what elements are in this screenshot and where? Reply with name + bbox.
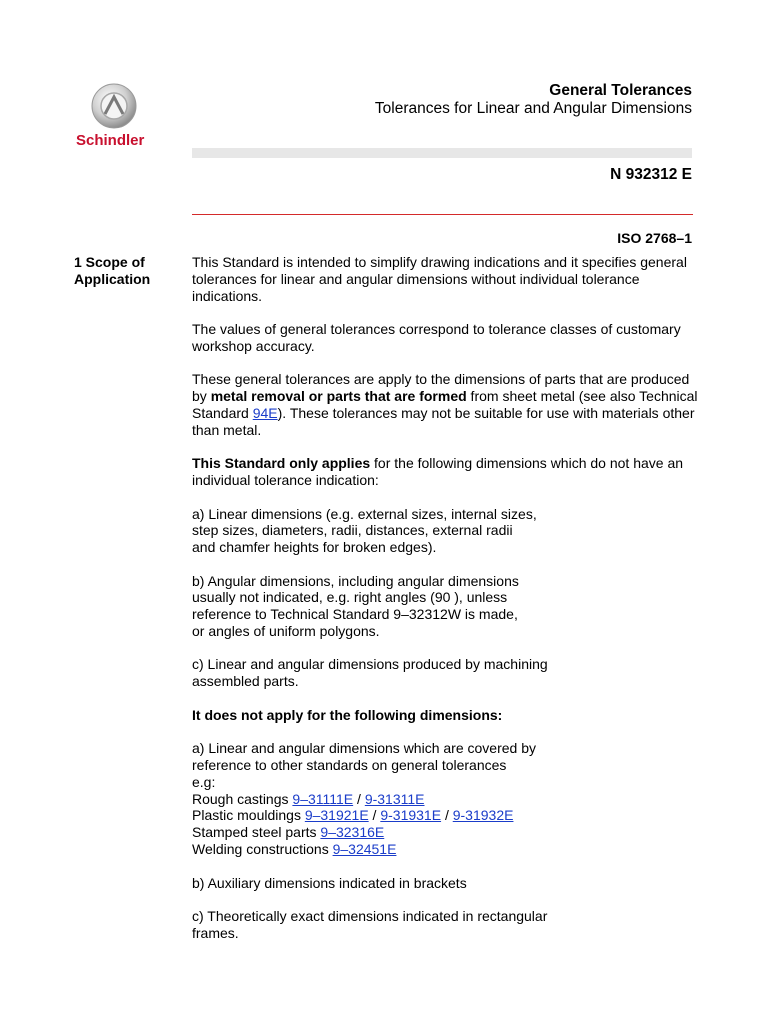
link-9-31932e[interactable]: 9-31932E: [452, 807, 514, 824]
welding-line: Welding constructions 9–32451E: [192, 841, 397, 858]
item-covered-by-other-standards: a) Linear and angular dimensions which are covered by reference to other standards on general tolerances e.g: Rough castings 9–31111E / 9-31311E Plastic mouldings 9–31921E / 9-31931E / 9-31932E Stamped steel parts 9–32316E Welding constructions 9–32451E: [192, 740, 702, 858]
link-9-31921e[interactable]: 9–31921E: [304, 807, 369, 824]
header-divider: [192, 214, 693, 215]
schindler-logo: [72, 82, 158, 152]
section-label-line-2: Application: [74, 271, 151, 287]
link-9-31931e[interactable]: 9-31931E: [380, 807, 442, 824]
section-label: [74, 254, 150, 288]
header-gray-band: [192, 148, 692, 158]
link-9-31311e[interactable]: 9-31311E: [364, 790, 425, 807]
item-linear-dimensions: a) Linear dimensions (e.g. external sizes, internal sizes, step sizes, diameters, radii, distances, external radii and chamfer heights for broken edges).: [192, 505, 537, 556]
rough-castings-line: Rough castings 9–31111E / 9-31311E: [192, 790, 425, 807]
paragraph-intro: This Standard is intended to simplify drawing indications and it specifies general tolerances for linear and angular dimensions without individual tolerance indications.: [192, 254, 687, 304]
item-exact-dimensions: c) Theoretically exact dimensions indicated in rectangular frames.: [192, 907, 548, 941]
link-9-31111e[interactable]: 9–31111E: [292, 790, 354, 807]
item-machined-assemblies: c) Linear and angular dimensions produced by machining assembled parts.: [192, 656, 548, 690]
logo-wordmark: Schindler: [76, 132, 145, 149]
document-subtitle: Tolerances for Linear and Angular Dimensions: [374, 100, 692, 117]
section-content: [192, 254, 702, 958]
iso-reference: ISO 2768–1: [617, 230, 692, 246]
paragraph-only-applies: This Standard only applies for the following dimensions which do not have an individual tolerance indication:: [192, 455, 684, 489]
stamped-steel-line: Stamped steel parts 9–32316E: [192, 824, 385, 841]
link-9-32316e[interactable]: 9–32316E: [320, 824, 385, 841]
item-auxiliary-dimensions: b) Auxiliary dimensions indicated in brackets: [192, 874, 467, 891]
paragraph-tolerance-classes: The values of general tolerances correspond to tolerance classes of customary workshop accuracy.: [192, 321, 681, 354]
heading-not-apply: It does not apply for the following dimensions:: [192, 706, 503, 723]
section-label-line-1: 1 Scope of: [74, 254, 145, 270]
link-94e[interactable]: 94E: [252, 404, 278, 421]
schindler-emblem-icon: [88, 82, 140, 132]
item-angular-dimensions: b) Angular dimensions, including angular dimensions usually not indicated, e.g. right angles (90 ), unless reference to Technical Standard 9–32312W is made, or angles of uniform polygons.: [192, 572, 519, 639]
paragraph-applicability: These general tolerances are apply to the dimensions of parts that are produced by metal removal or parts that are formed from sheet metal (see also Technical Standard 94E). These tolerances may not be suitable for use with materials other than metal.: [192, 371, 698, 438]
document-title: General Tolerances: [549, 82, 692, 99]
document-number: N 932312 E: [610, 166, 692, 183]
link-9-32451e[interactable]: 9–32451E: [332, 841, 397, 858]
plastic-mouldings-line: Plastic mouldings 9–31921E / 9-31931E / 9-31932E: [192, 807, 514, 824]
